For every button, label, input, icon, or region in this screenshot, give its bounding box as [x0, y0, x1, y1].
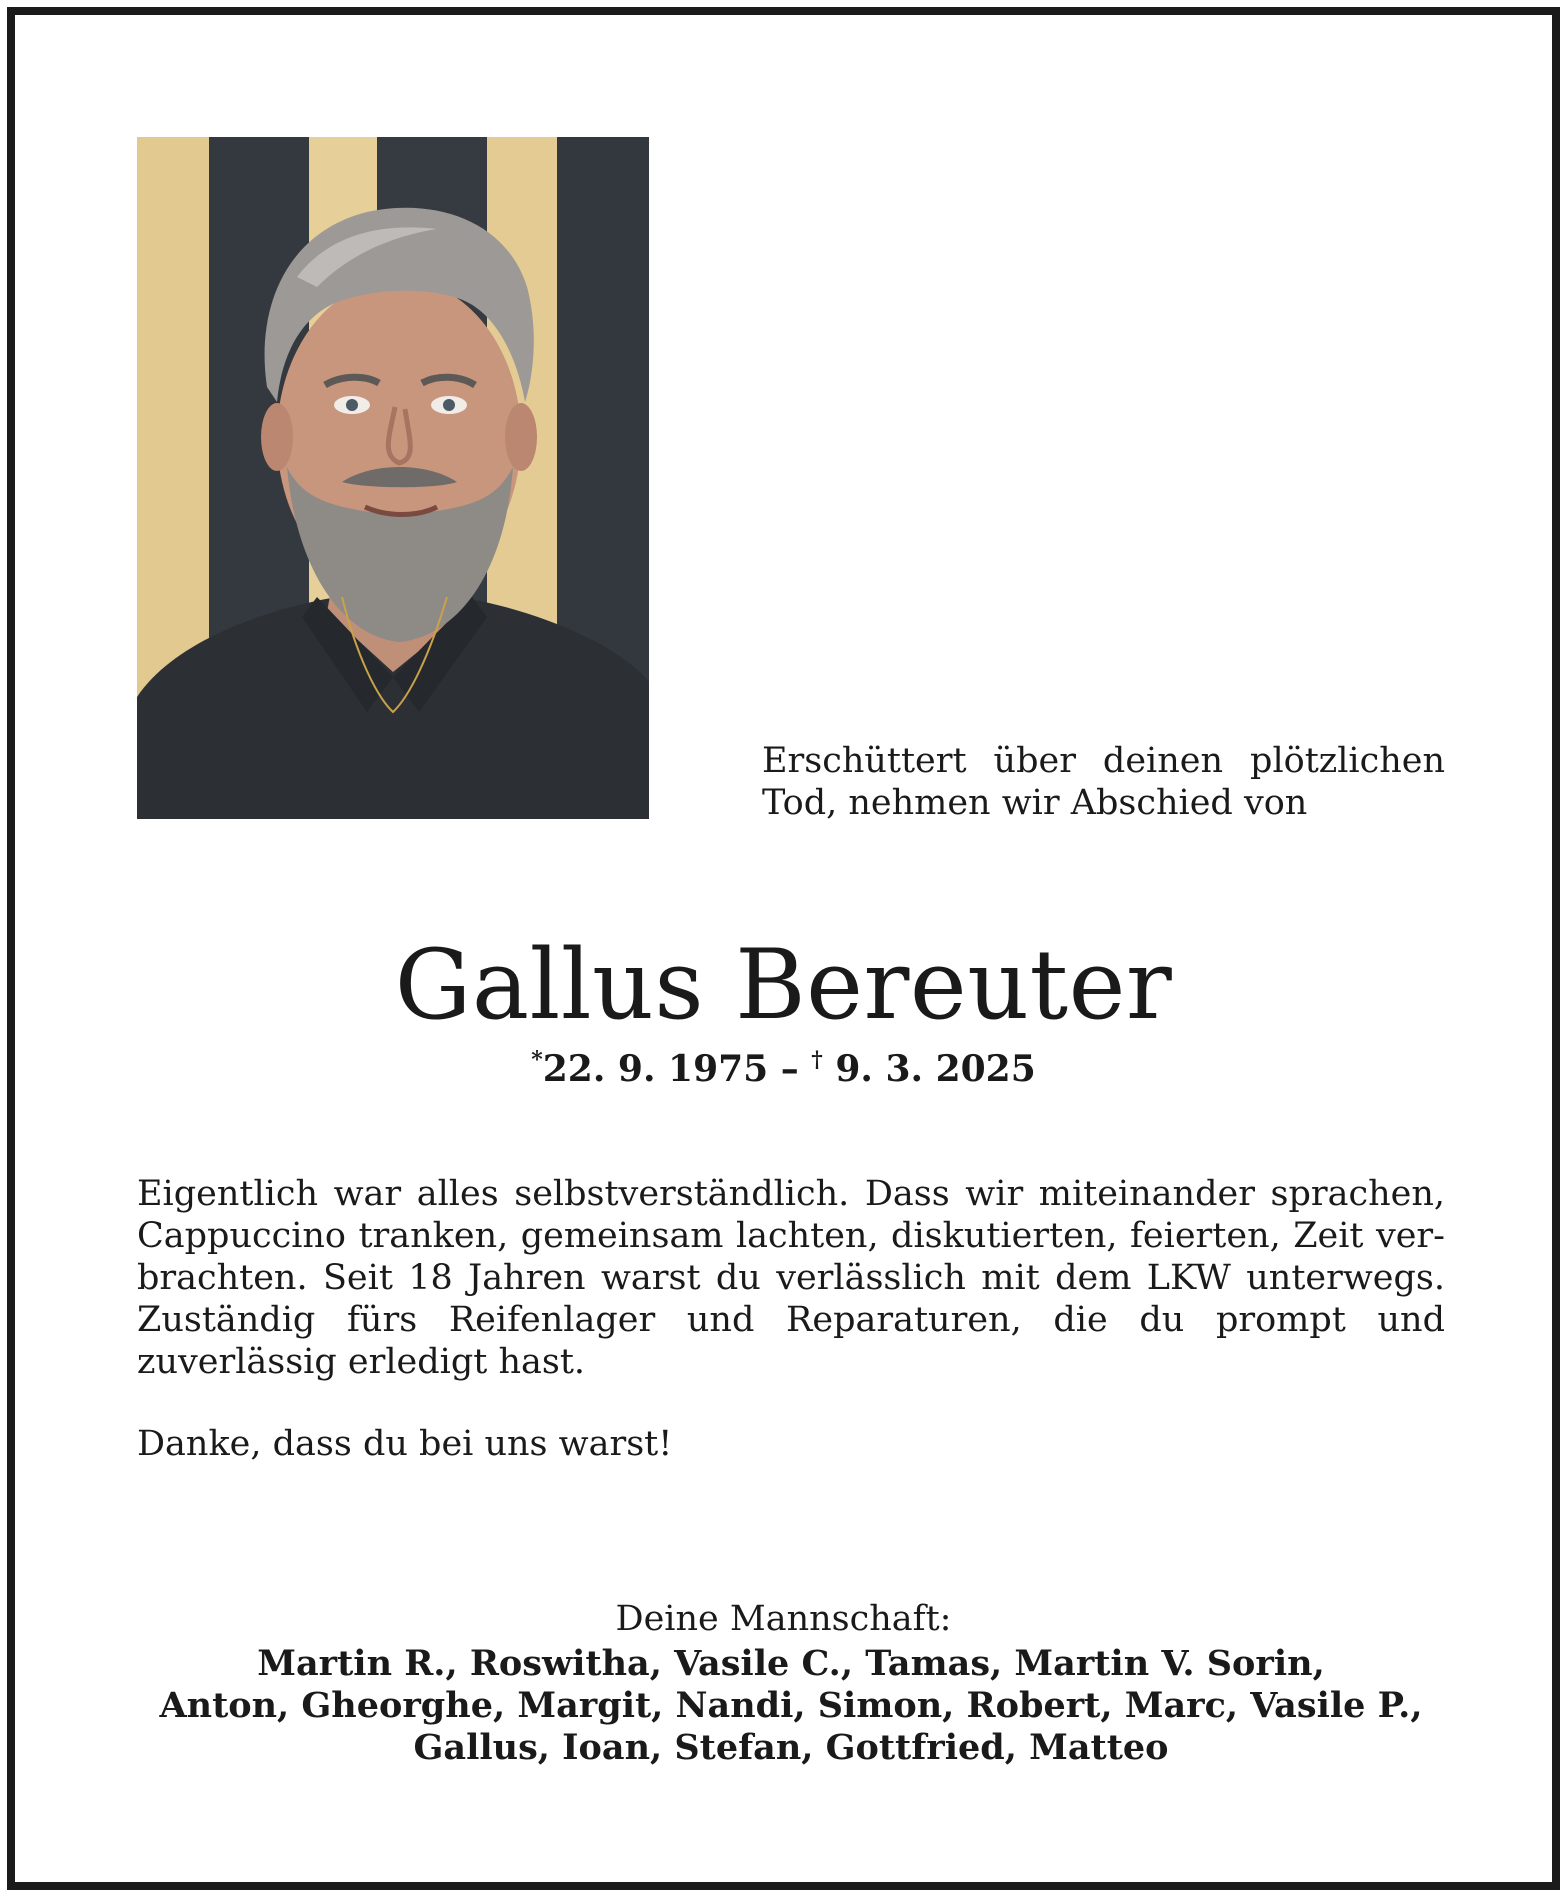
birth-symbol: * [531, 1047, 543, 1073]
team-names-line-3: Gallus, Ioan, Stefan, Gottfried, Matteo [413, 1727, 1169, 1768]
death-symbol: † [811, 1047, 823, 1073]
date-separator: – [768, 1048, 812, 1090]
team-names-line-1: Martin R., Roswitha, Vasile C., Tamas, Martin V. Sorin, [257, 1643, 1325, 1684]
portrait-photo-icon [137, 137, 649, 819]
intro-text [762, 740, 1445, 824]
obituary-card [7, 7, 1560, 1890]
team-names-line-2: Anton, Gheorghe, Margit, Nandi, Simon, Robert, Marc, Vasile P., [159, 1685, 1423, 1726]
deceased-name: Gallus Bereuter [394, 929, 1173, 1041]
intro-line-1: Erschüttert über deinen plötzlichen [762, 741, 1445, 781]
intro-line-2: Tod, nehmen wir Abschied von [762, 783, 1308, 823]
team-label: Deine Mannschaft: [615, 1599, 952, 1639]
birth-date: 22. 9. 1975 [542, 1048, 769, 1090]
team-names [137, 1643, 1445, 1769]
thanks-line: Danke, dass du bei uns warst! [137, 1424, 673, 1464]
life-dates [15, 1047, 1552, 1091]
memorial-paragraph: Eigentlich war alles selbstverständlich. Dass wir miteinander sprachen, Cappuccino tranken, gemeinsam lachten, diskutierten, feierten, Zeit verbrachten. Seit 18 Jahren warst du verlässlich mit dem LKW unterwegs. Zuständig fürs Reifenlager und Reparaturen, die du prompt und zuverlässig erledigt hast. [137, 1174, 1445, 1382]
portrait-photo [137, 137, 649, 819]
death-date: 9. 3. 2025 [822, 1048, 1036, 1090]
